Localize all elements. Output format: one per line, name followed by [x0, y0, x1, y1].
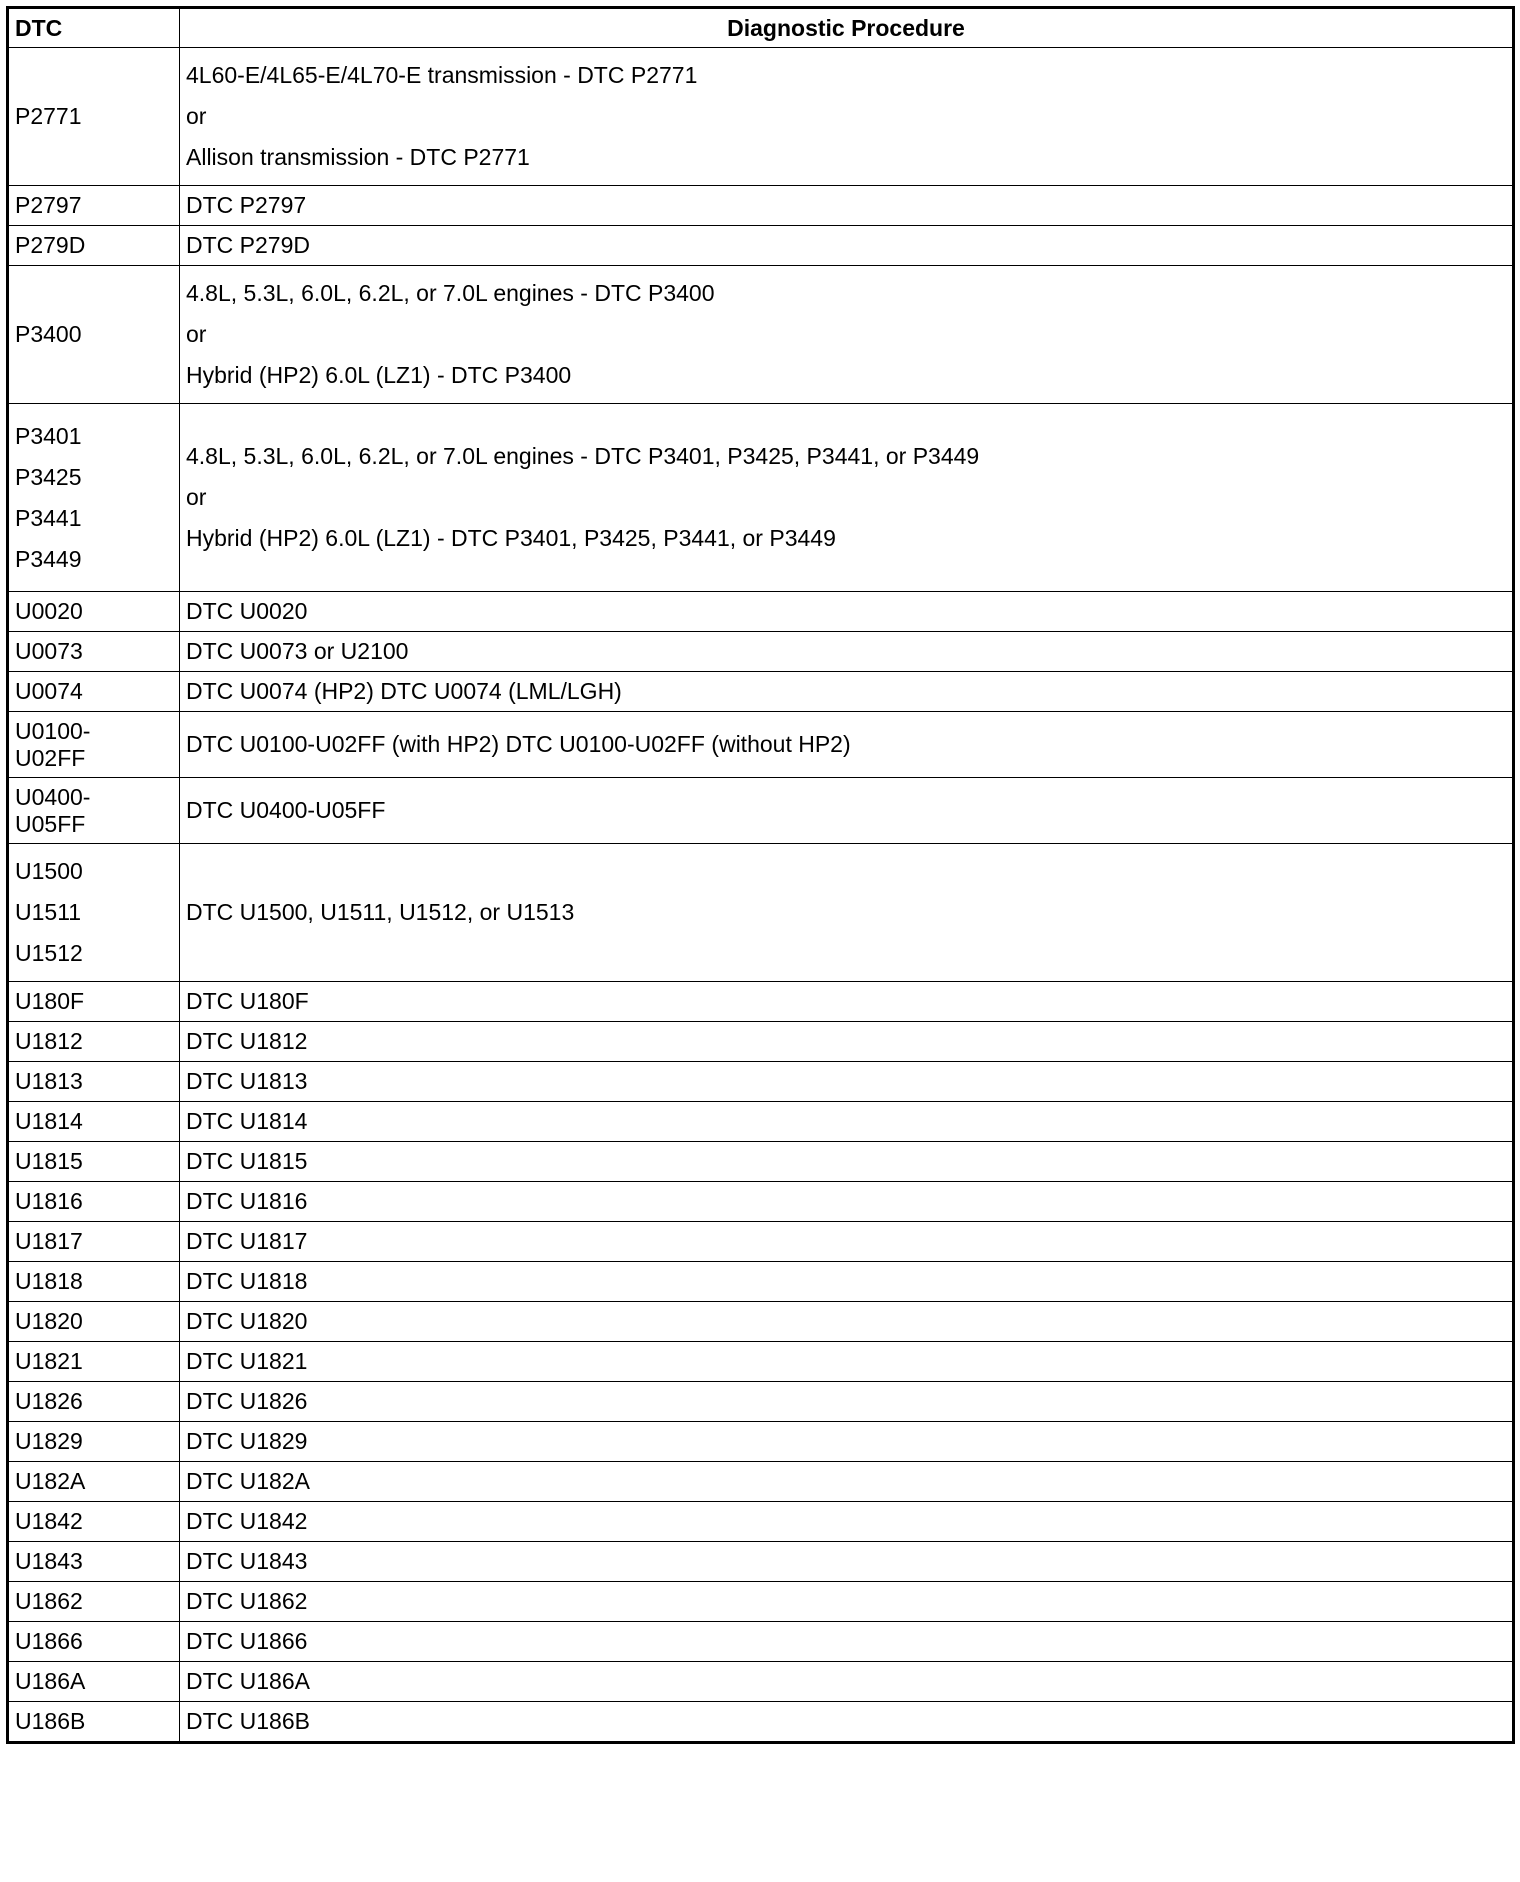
- procedure-text: DTC U1843: [186, 1548, 308, 1574]
- dtc-code: U1866: [15, 1628, 83, 1654]
- table-row: [8, 226, 1514, 266]
- table-row: [8, 844, 1514, 982]
- procedure-text: DTC U1818: [186, 1268, 308, 1294]
- dtc-code: U1826: [15, 1388, 83, 1414]
- procedure-text: 4.8L, 5.3L, 6.0L, 6.2L, or 7.0L engines - DTC P3400: [186, 280, 715, 306]
- procedure-text: DTC U1842: [186, 1508, 308, 1534]
- dtc-code-cell: [8, 632, 180, 672]
- table-row: [8, 632, 1514, 672]
- dtc-code-cell: [8, 1382, 180, 1422]
- procedure-text: DTC U1813: [186, 1068, 308, 1094]
- dtc-code: P2797: [15, 192, 82, 218]
- diagnostic-procedure-cell: [180, 1222, 1514, 1262]
- procedure-text: DTC U180F: [186, 988, 309, 1014]
- table-row: [8, 266, 1514, 404]
- diagnostic-procedure-cell: [180, 844, 1514, 982]
- table-row: [8, 1382, 1514, 1422]
- procedure-text: DTC U0100-U02FF (with HP2) DTC U0100-U02FF (without HP2): [186, 731, 851, 757]
- diagnostic-procedure-cell: [180, 1262, 1514, 1302]
- dtc-code: U1817: [15, 1228, 83, 1254]
- dtc-code-cell: [8, 1582, 180, 1622]
- dtc-code: U182A: [15, 1468, 86, 1494]
- table-row: [8, 404, 1514, 592]
- table-row: [8, 1662, 1514, 1702]
- table-row: [8, 1262, 1514, 1302]
- table-row: [8, 1222, 1514, 1262]
- dtc-code: P2771: [15, 103, 82, 129]
- table-row: [8, 1302, 1514, 1342]
- dtc-code-cell: [8, 1142, 180, 1182]
- diagnostic-procedure-cell: [180, 48, 1514, 186]
- procedure-text: DTC P279D: [186, 232, 310, 258]
- dtc-code: U180F: [15, 988, 85, 1014]
- diagnostic-procedure-cell: [180, 1382, 1514, 1422]
- dtc-code-cell: [8, 1702, 180, 1743]
- dtc-code: U0074: [15, 678, 83, 704]
- procedure-text: DTC U0074 (HP2) DTC U0074 (LML/LGH): [186, 678, 622, 704]
- diagnostic-procedure-cell: [180, 226, 1514, 266]
- procedure-text: DTC P2797: [186, 192, 307, 218]
- procedure-text: DTC U1816: [186, 1188, 308, 1214]
- procedure-column-header: Diagnostic Procedure: [180, 8, 1514, 48]
- procedure-text: DTC U186A: [186, 1668, 310, 1694]
- dtc-code: U186A: [15, 1668, 86, 1694]
- procedure-text: Hybrid (HP2) 6.0L (LZ1) - DTC P3400: [186, 362, 572, 388]
- table-row: [8, 1182, 1514, 1222]
- dtc-code-cell: [8, 1062, 180, 1102]
- header-row: [8, 8, 1514, 48]
- procedure-text: DTC U0020: [186, 598, 308, 624]
- dtc-code: U1820: [15, 1308, 83, 1334]
- dtc-code-cell: [8, 1182, 180, 1222]
- dtc-code: U1813: [15, 1068, 83, 1094]
- table-row: [8, 982, 1514, 1022]
- dtc-code: U1812: [15, 1028, 83, 1054]
- procedure-text: DTC U0073 or U2100: [186, 638, 409, 664]
- procedure-text: DTC U182A: [186, 1468, 310, 1494]
- diagnostic-procedure-cell: [180, 672, 1514, 712]
- diagnostic-procedure-cell: [180, 1062, 1514, 1102]
- procedure-text: DTC U1862: [186, 1588, 308, 1614]
- table-body: [8, 48, 1514, 1743]
- dtc-code-cell: [8, 1422, 180, 1462]
- dtc-code: U1829: [15, 1428, 83, 1454]
- diagnostic-procedure-cell: [180, 1342, 1514, 1382]
- table-row: [8, 1622, 1514, 1662]
- diagnostic-procedure-cell: [180, 404, 1514, 592]
- table-row: [8, 1342, 1514, 1382]
- dtc-code: P3425: [15, 463, 82, 490]
- dtc-code: U1814: [15, 1108, 83, 1134]
- dtc-code-cell: [8, 778, 180, 844]
- dtc-code-cell: [8, 712, 180, 778]
- table-row: [8, 1502, 1514, 1542]
- procedure-text: DTC U1826: [186, 1388, 308, 1414]
- dtc-code: P279D: [15, 232, 86, 258]
- procedure-text: DTC U1821: [186, 1348, 308, 1374]
- procedure-text: DTC U0400-U05FF: [186, 797, 386, 823]
- procedure-text: Hybrid (HP2) 6.0L (LZ1) - DTC P3401, P3425, P3441, or P3449: [186, 525, 836, 551]
- diagnostic-procedure-cell: [180, 1622, 1514, 1662]
- dtc-code: U1862: [15, 1588, 83, 1614]
- diagnostic-procedure-cell: [180, 982, 1514, 1022]
- diagnostic-procedure-cell: [180, 266, 1514, 404]
- diagnostic-procedure-cell: [180, 1142, 1514, 1182]
- table-row: [8, 1542, 1514, 1582]
- table-row: [8, 1142, 1514, 1182]
- dtc-code: U0100-: [15, 717, 91, 744]
- dtc-code-cell: [8, 592, 180, 632]
- dtc-code-cell: [8, 48, 180, 186]
- dtc-code: U1842: [15, 1508, 83, 1534]
- procedure-text: 4.8L, 5.3L, 6.0L, 6.2L, or 7.0L engines - DTC P3401, P3425, P3441, or P3449: [186, 443, 980, 469]
- dtc-code-cell: [8, 266, 180, 404]
- diagnostic-procedure-cell: [180, 592, 1514, 632]
- diagnostic-procedure-cell: [180, 1462, 1514, 1502]
- dtc-code: U0400-: [15, 783, 91, 810]
- procedure-text: DTC U1829: [186, 1428, 308, 1454]
- table-row: [8, 186, 1514, 226]
- diagnostic-procedure-cell: [180, 1102, 1514, 1142]
- procedure-text: DTC U1866: [186, 1628, 308, 1654]
- procedure-text: DTC U1814: [186, 1108, 308, 1134]
- dtc-code-cell: [8, 1622, 180, 1662]
- dtc-code-cell: [8, 982, 180, 1022]
- dtc-code-cell: [8, 226, 180, 266]
- dtc-code: U0020: [15, 598, 83, 624]
- dtc-code-cell: [8, 1342, 180, 1382]
- procedure-text: DTC U1812: [186, 1028, 308, 1054]
- diagnostic-procedure-cell: [180, 712, 1514, 778]
- table-row: [8, 1702, 1514, 1743]
- dtc-code: U186B: [15, 1708, 86, 1734]
- dtc-code-cell: [8, 672, 180, 712]
- table-row: [8, 1062, 1514, 1102]
- table-row: [8, 592, 1514, 632]
- dtc-code-cell: [8, 1662, 180, 1702]
- table-row: [8, 1422, 1514, 1462]
- dtc-code: P3401: [15, 422, 82, 449]
- dtc-code: U0073: [15, 638, 83, 664]
- dtc-code: U1843: [15, 1548, 83, 1574]
- dtc-code: P3400: [15, 321, 82, 347]
- diagnostic-procedure-cell: [180, 1422, 1514, 1462]
- dtc-code-cell: [8, 1102, 180, 1142]
- dtc-code-cell: [8, 1502, 180, 1542]
- diagnostic-procedure-cell: [180, 1662, 1514, 1702]
- table-row: [8, 672, 1514, 712]
- dtc-code: P3449: [15, 545, 82, 572]
- dtc-code: U1816: [15, 1188, 83, 1214]
- diagnostic-procedure-cell: [180, 1702, 1514, 1743]
- procedure-text: Allison transmission - DTC P2771: [186, 144, 530, 170]
- dtc-code: U1511: [15, 899, 82, 925]
- table-row: [8, 48, 1514, 186]
- dtc-code: U02FF: [15, 744, 86, 771]
- dtc-code: U1512: [15, 940, 83, 966]
- diagnostic-procedure-cell: [180, 1022, 1514, 1062]
- procedure-text: 4L60-E/4L65-E/4L70-E transmission - DTC P2771: [186, 62, 698, 88]
- diagnostic-procedure-cell: [180, 632, 1514, 672]
- table-row: [8, 1102, 1514, 1142]
- dtc-code-cell: [8, 844, 180, 982]
- diagnostic-procedure-cell: [180, 1302, 1514, 1342]
- diagnostic-procedure-cell: [180, 1182, 1514, 1222]
- dtc-code-cell: [8, 186, 180, 226]
- table-row: [8, 1462, 1514, 1502]
- diagnostic-procedure-cell: [180, 778, 1514, 844]
- dtc-code: U1821: [15, 1348, 83, 1374]
- diagnostic-procedure-cell: [180, 1542, 1514, 1582]
- procedure-text: DTC U186B: [186, 1708, 310, 1734]
- dtc-code: U1815: [15, 1148, 83, 1174]
- procedure-text: DTC U1815: [186, 1148, 308, 1174]
- procedure-text: or: [186, 484, 207, 510]
- procedure-text: or: [186, 103, 207, 129]
- procedure-text: DTC U1820: [186, 1308, 308, 1334]
- diagnostic-procedure-cell: [180, 1582, 1514, 1622]
- dtc-code-cell: [8, 1022, 180, 1062]
- diagnostic-procedure-cell: [180, 1502, 1514, 1542]
- table-row: [8, 778, 1514, 844]
- table-row: [8, 712, 1514, 778]
- dtc-code-cell: [8, 1462, 180, 1502]
- diagnostic-procedure-cell: [180, 186, 1514, 226]
- table-row: [8, 1022, 1514, 1062]
- dtc-code-cell: [8, 1222, 180, 1262]
- dtc-code: U1818: [15, 1268, 83, 1294]
- dtc-code: U05FF: [15, 810, 86, 837]
- dtc-code: P3441: [15, 504, 82, 531]
- table-row: [8, 1582, 1514, 1622]
- dtc-code: U1500: [15, 858, 83, 884]
- procedure-text: DTC U1500, U1511, U1512, or U1513: [186, 899, 575, 925]
- procedure-text: or: [186, 321, 207, 347]
- dtc-column-header: DTC: [8, 8, 180, 48]
- dtc-code-cell: [8, 404, 180, 592]
- dtc-table: [6, 6, 1515, 1744]
- dtc-code-cell: [8, 1542, 180, 1582]
- procedure-text: DTC U1817: [186, 1228, 308, 1254]
- dtc-code-cell: [8, 1262, 180, 1302]
- dtc-code-cell: [8, 1302, 180, 1342]
